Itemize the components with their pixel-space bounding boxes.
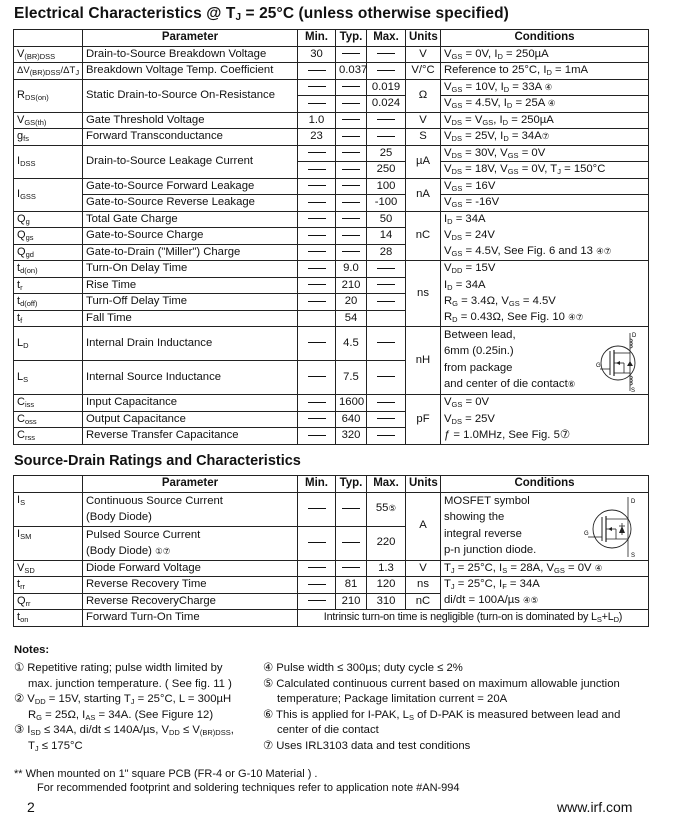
section-title-source-drain: Source-Drain Ratings and Characteristics: [14, 453, 301, 469]
table-row: $L_D$ Internal Drain Inductance 4.5 nH Between lead, 6mm (0.25in.) from package and center of die contact⑥ D G S: [14, 327, 649, 361]
mosfet-symbol-icon: [596, 331, 640, 393]
table-row: $Q_{rr}$ Reverse RecoveryCharge 210 310 nC di/dt = 100A/µs ④⑤: [14, 593, 649, 610]
table-row: 250 $V_{DS} = 18V$, $V_{GS} = 0V$, $T_J = 150^\circ C$: [14, 162, 649, 179]
header-max: Max.: [367, 30, 406, 47]
footnote-line1: ** When mounted on 1" square PCB (FR-4 or G-10 Material ) .: [14, 768, 318, 780]
table-row: $\Delta V_{(BR)DSS}/\Delta T_J$ Breakdown Voltage Temp. Coefficient 0.037 V/°C Reference to 25°C, $I_D = 1mA$: [14, 63, 649, 80]
source-drain-table: [13, 475, 649, 627]
header-parameter: Parameter: [83, 30, 298, 47]
table-row: Gate-to-Source Reverse Leakage -100 $V_{GS} = -16V$: [14, 195, 649, 212]
svg-text:D: D: [632, 333, 637, 339]
table-row: $C_{rss}$ Reverse Transfer Capacitance 320 ƒ = 1.0MHz, See Fig. 5⑦: [14, 428, 649, 445]
notes-left: ① Repetitive rating; pulse width limited by max. junction temperature. ( See fig. 11 ) ② $V_{DD} = 15V$, starting $T_J = 25^\circ C$, L = 300µH $R_G = 25\Omega$, $I_{AS} = 34A$. (See Figure 12) ③ $I_{SD} \le 34A$, di/dt ≤ 140A/µs, $V_{DD} \le V_{(BR)DSS}$, $T_J \le 175^\circ C$: [14, 662, 234, 753]
table-row: $t_r$ Rise Time 210 $I_D = 34A$: [14, 277, 649, 294]
table-row: $I_{SM}$ Pulsed Source Current (Body Diode) ①⑦ 220: [14, 526, 649, 560]
table-row: $Q_g$ Total Gate Charge 50 nC $I_D = 34A$: [14, 211, 649, 228]
footnote-line2: For recommended footprint and soldering techniques refer to application note #AN-994: [37, 782, 460, 794]
mosfet-body-diode-icon: [584, 495, 640, 559]
table-row: $t_{d(off)}$ Turn-Off Delay Time 20 $R_G = 3.4\Omega$, $V_{GS} = 4.5V$: [14, 294, 649, 311]
table-row: $I_S$ Continuous Source Current (Body Diode) 55⑤ A MOSFET symbol showing the integral reverse p-n junction diode. D G S: [14, 492, 649, 526]
table-row: $Q_{gd}$ Gate-to-Drain ("Miller") Charge 28 $V_{GS} = 4.5V$, See Fig. 6 and 13 ④⑦: [14, 244, 649, 261]
table-row: $V_{(BR)DSS}$ Drain-to-Source Breakdown Voltage 30 V $V_{GS} = 0V$, $I_D = 250\mu A$: [14, 46, 649, 63]
svg-text:S: S: [631, 388, 636, 393]
svg-text:G: G: [584, 530, 589, 537]
notes-right: ④ Pulse width ≤ 300µs; duty cycle ≤ 2% ⑤ Calculated continuous current based on maximum allowable junction temperature; Package limitation current = 20A ⑥ This is applied for I-PAK, $L_S$ of D-PAK is measured between lead and center of die contact ⑦ Uses IRL3103 data and test conditions: [263, 662, 621, 752]
header-units: Units: [406, 30, 441, 47]
table-row: $I_{DSS}$ Drain-to-Source Leakage Current 25 µA $V_{DS} = 30V$, $V_{GS} = 0V$: [14, 145, 649, 162]
table-row: $C_{oss}$ Output Capacitance 640 $V_{DS} = 25V$: [14, 411, 649, 428]
svg-text:S: S: [631, 552, 636, 559]
footer-url[interactable]: www.irf.com: [557, 799, 633, 815]
table-row: $t_{d(on)}$ Turn-On Delay Time 9.0 ns $V_{DD} = 15V$: [14, 261, 649, 278]
table-row: $t_f$ Fall Time 54 $R_D = 0.43\Omega$, See Fig. 10 ④⑦: [14, 310, 649, 327]
table-row: $t_{rr}$ Reverse Recovery Time 81 120 ns $T_J = 25^\circ C$, $I_F = 34A$: [14, 577, 649, 594]
page-number: 2: [27, 799, 35, 815]
table-row: $Q_{gs}$ Gate-to-Source Charge 14 $V_{DS} = 24V$: [14, 228, 649, 245]
table-row: $V_{SD}$ Diode Forward Voltage 1.3 V $T_J = 25^\circ C$, $I_S = 28A$, $V_{GS} = 0V$ ④: [14, 560, 649, 577]
svg-text:D: D: [631, 498, 636, 505]
header-conditions: Conditions: [441, 30, 649, 47]
table-row: $R_{DS(on)}$ Static Drain-to-Source On-Resistance 0.019 Ω $V_{GS} = 10V$, $I_D = 33A$ ④: [14, 79, 649, 96]
table-row: $I_{GSS}$ Gate-to-Source Forward Leakage 100 nA $V_{GS} = 16V$: [14, 178, 649, 195]
table-row: $L_S$ Internal Source Inductance 7.5: [14, 361, 649, 395]
table-row: $g_{fs}$ Forward Transconductance 23 S $V_{DS} = 25V$, $I_D$ = 34A⑦: [14, 129, 649, 146]
table-header: Parameter Min. Typ. Max. Units Conditions: [14, 476, 649, 493]
table-row: $t_{on}$ Forward Turn-On Time Intrinsic turn-on time is negligible (turn-on is dominated by $L_S+L_D$): [14, 610, 649, 627]
table-row: 0.024 $V_{GS} = 4.5V$, $I_D = 25A$ ④: [14, 96, 649, 113]
table-row: $V_{GS(th)}$ Gate Threshold Voltage 1.0 V $V_{DS} = V_{GS}$, $I_D = 250\mu A$: [14, 112, 649, 129]
header-min: Min.: [298, 30, 336, 47]
table-header: [14, 30, 649, 47]
table-row: $C_{iss}$ Input Capacitance 1600 pF $V_{GS} = 0V$: [14, 395, 649, 412]
header-typ: Typ.: [336, 30, 367, 47]
electrical-characteristics-table: [13, 29, 649, 445]
section-title-electrical: Electrical Characteristics @ $T_J = 25^\circ C$ (unless otherwise specified): [14, 5, 509, 23]
svg-text:G: G: [596, 363, 601, 369]
notes-heading: Notes:: [14, 644, 50, 656]
